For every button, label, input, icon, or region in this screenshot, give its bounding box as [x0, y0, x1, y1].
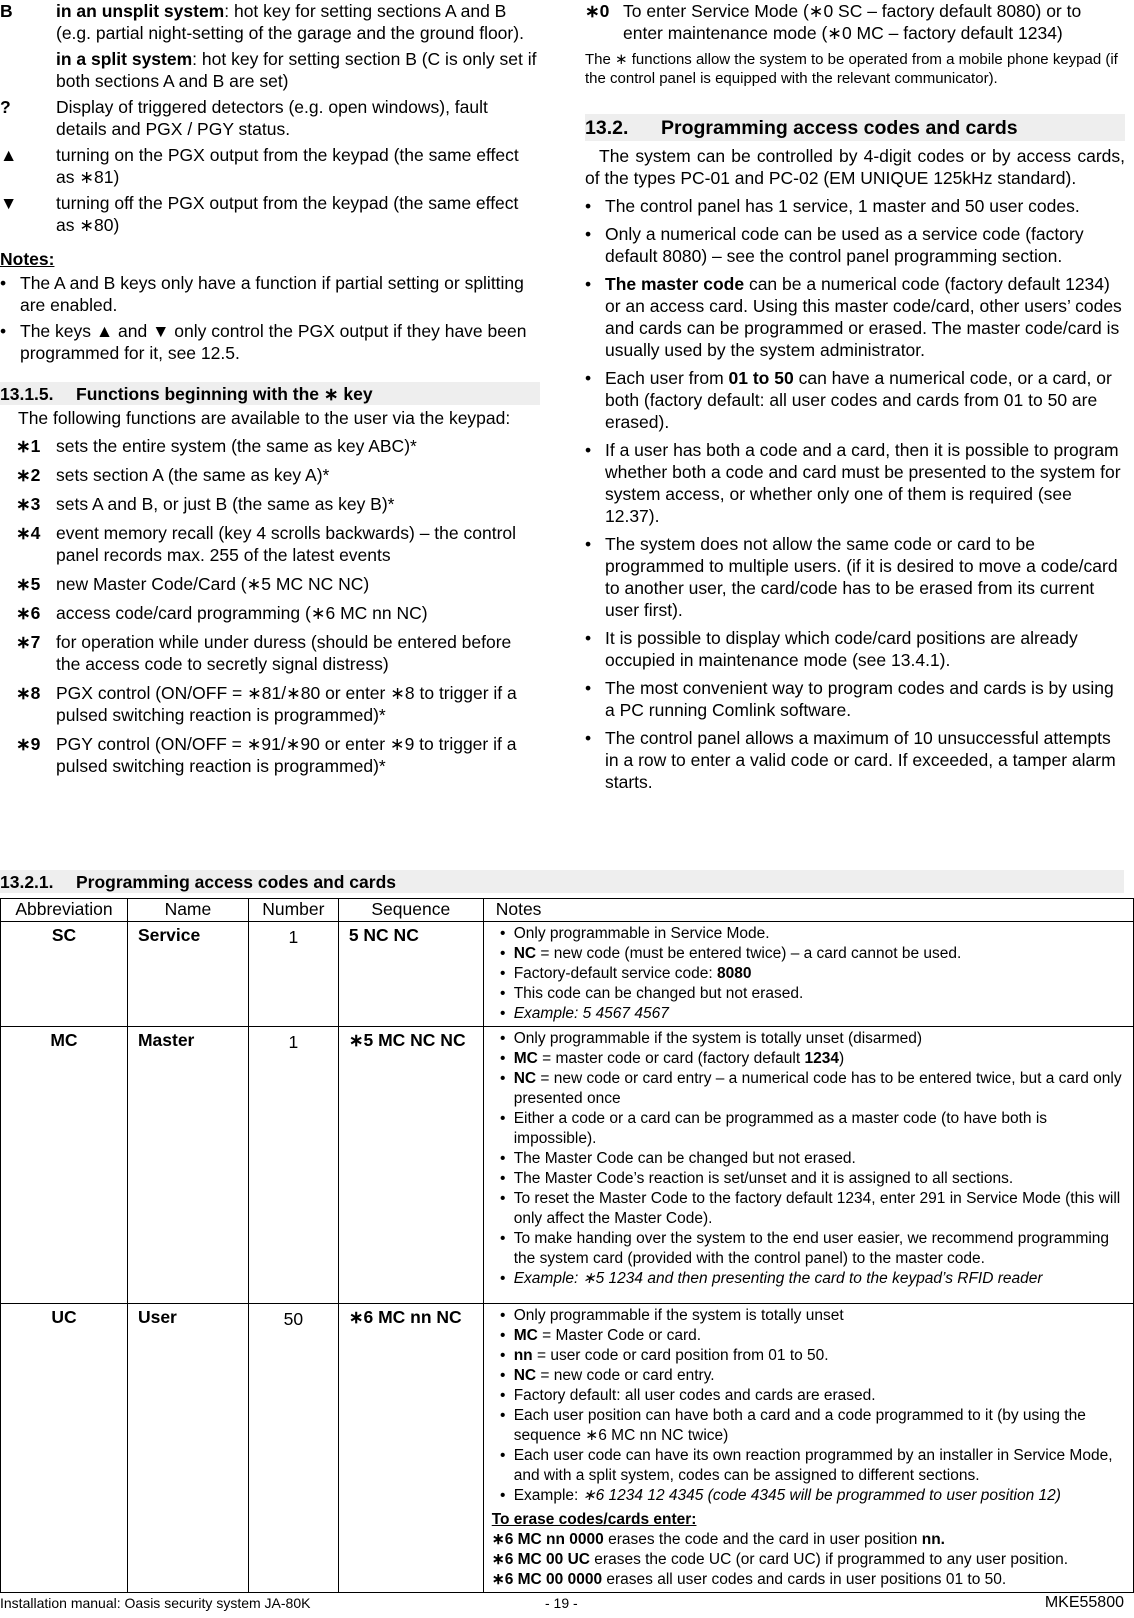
- def-key: [0, 48, 56, 92]
- header-name: Name: [127, 899, 248, 922]
- def-key: B: [0, 1, 13, 21]
- def-bold: in a split system: [56, 49, 193, 69]
- def-text: : hot key for setting sections A and B (e.g. partial night-setting of the garage and the ground floor).: [56, 1, 524, 43]
- star-note: The ∗ functions allow the system to be operated from a mobile phone keypad (if the control panel is equipped with the relevant communicator).: [585, 51, 1118, 87]
- def-bold: in an unsplit system: [56, 1, 225, 21]
- table-row-uc: UC User 50 ∗6 MC nn NC • Only programmable if the system is totally unset • MC = Master Code or card. • nn = user code or card position from 01 to 50. • NC = new code or card entry. • Factory default: all user codes and cards are erased. • Each user position can have both a card and a code programmed to it (by using the sequence ∗6 MC nn NC twice) • Each user code can have its own reaction programmed by an installer in Service Mode, and with a split system, codes can be assigned to different sections. • Example: ∗6 1234 12 4345 (code 4345 will be programmed to user position 12) To erase codes/cards enter: ∗6 MC nn 0000 erases the code and the card in user position nn. ∗6 MC 00 UC erases the code UC (or card UC) if programmed to any user position. ∗6 MC 00 0000 erases all user codes and cards in user positions 01 to 50.: [1, 1304, 1134, 1593]
- star-func-9: ∗9 PGY control (ON/OFF = ∗91/∗90 or enter ∗9 to trigger if a pulsed switching reaction is programmed)*: [16, 734, 517, 776]
- def-text: Display of triggered detectors (e.g. open windows), fault details and PGX / PGY status.: [56, 97, 488, 139]
- section-title: Programming access codes and cards: [76, 871, 396, 892]
- def-up: [0, 144, 540, 188]
- star-func-1: ∗1 sets the entire system (the same as key ABC)*: [16, 436, 417, 456]
- bullet-icon: •: [585, 440, 592, 460]
- bullet-icon: •: [585, 534, 592, 554]
- bullet-icon: •: [585, 678, 592, 698]
- star-func-8: ∗8 PGX control (ON/OFF = ∗81/∗80 or enter ∗8 to trigger if a pulsed switching reaction is programmed)*: [16, 683, 517, 725]
- header-sequence: Sequence: [338, 899, 483, 922]
- bullet-icon: •: [585, 728, 592, 748]
- section-number: 13.1.5.: [0, 383, 54, 404]
- bullet-icon: •: [585, 628, 592, 648]
- section-heading-13-2: [585, 114, 1125, 141]
- section-heading-13-1-5: [0, 382, 540, 405]
- header-notes: Notes: [483, 899, 1133, 922]
- erase-heading: To erase codes/cards enter:: [491, 1511, 697, 1528]
- section-title: Programming access codes and cards: [661, 116, 1018, 139]
- bullet-icon: •: [585, 224, 592, 244]
- star-func-5: ∗5 new Master Code/Card (∗5 MC NC NC): [16, 574, 370, 594]
- note-item: • The keys ▲ and ▼ only control the PGX output if they have been programmed for it, see 12.5.: [0, 321, 527, 363]
- question-key: ?: [0, 97, 11, 117]
- star-func-6: ∗6 access code/card programming (∗6 MC nn NC): [16, 603, 428, 623]
- list-item: • The master code can be a numerical code (factory default 1234) or an access card. Using this master code/card, other users’ codes and cards can be programmed or erased. The master code/card is usually used by the system administrator.: [585, 274, 1122, 360]
- def-question: [0, 96, 540, 140]
- note-item: • The A and B keys only have a function if partial setting or splitting are enabled.: [0, 273, 524, 315]
- star-func-0: ∗0 To enter Service Mode (∗0 SC – factory default 8080) or to enter maintenance mode (∗0 MC – factory default 1234): [585, 1, 1082, 43]
- def-b-split: [0, 48, 540, 92]
- section-heading-13-2-1: [0, 870, 1124, 893]
- bullet-icon: •: [585, 368, 592, 388]
- bullet-icon: •: [0, 273, 7, 293]
- list-item: • If a user has both a code and a card, then it is possible to program whether both a code and card must be presented to the system for system access, or whether only one of them is required (see 12.37).: [585, 440, 1121, 526]
- section-title: Functions beginning with the ∗ key: [76, 383, 373, 404]
- right-column: [585, 0, 1125, 799]
- star-func-3: ∗3 sets A and B, or just B (the same as key B)*: [16, 494, 395, 514]
- bullet-icon: •: [585, 274, 592, 294]
- star-func-2: ∗2 sets section A (the same as key A)*: [16, 465, 330, 485]
- table-row-mc: MC Master 1 ∗5 MC NC NC • Only programmable if the system is totally unset (disarmed) • MC = master code or card (factory default 1234) • NC = new code or card entry – a numerical code has to be entered twice, but a card only presented once • Either a code or a card can be programmed as a master code (to have both is impossible). • The Master Code can be changed but not erased. • The Master Code’s reaction is set/unset and it is assigned to all sections. • To reset the Master Code to the factory default 1234, enter 291 in Service Mode (this will only affect the Master Code). • To make handing over the system to the end user easier, we recommend programming the system card (provided with the control panel) to the master code. • Example: ∗5 1234 and then presenting the card to the keypad’s RFID reader: [1, 1027, 1134, 1304]
- table-row-sc: SC Service 1 5 NC NC • Only programmable in Service Mode. • NC = new code (must be entered twice) – a card cannot be used. • Factory-default service code: 8080 • This code can be changed but not erased. • Example: 5 4567 4567: [1, 922, 1134, 1027]
- page-number: - 19 -: [545, 1595, 578, 1611]
- def-text: : hot key for setting section B (C is only set if both sections A and B are set): [56, 49, 537, 91]
- list-item: • It is possible to display which code/card positions are already occupied in maintenance mode (see 13.4.1).: [585, 628, 1078, 670]
- left-column: [0, 0, 540, 784]
- table-header-row: [1, 899, 1134, 922]
- def-b-unsplit: [0, 0, 540, 44]
- def-text: turning off the PGX output from the keypad (the same effect as ∗80): [56, 193, 519, 235]
- def-text: turning on the PGX output from the keypad (the same effect as ∗81): [56, 145, 519, 187]
- footer-left: Installation manual: Oasis security system JA-80K: [0, 1595, 311, 1611]
- section-number: 13.2.1.: [0, 871, 54, 892]
- codes-table: [0, 898, 1134, 1593]
- list-item: • The control panel has 1 service, 1 master and 50 user codes.: [585, 196, 1080, 216]
- intro-paragraph: The following functions are available to the user via the keypad:: [18, 408, 511, 428]
- list-item: • The most convenient way to program codes and cards is by using a PC running Comlink software.: [585, 678, 1114, 720]
- header-abbreviation: Abbreviation: [1, 899, 128, 922]
- star-func-4: ∗4 event memory recall (key 4 scrolls backwards) – the control panel records max. 255 of the latest events: [16, 523, 517, 565]
- star-func-7: ∗7 for operation while under duress (should be entered before the access code to secretly signal distress): [16, 632, 512, 674]
- intro-paragraph: The system can be controlled by 4-digit codes or by access cards, of the types PC-01 and PC-02 (EM UNIQUE 125kHz standard).: [585, 146, 1125, 188]
- list-item: • Only a numerical code can be used as a service code (factory default 8080) – see the control panel programming section.: [585, 224, 1084, 266]
- doc-code: MKE55800: [1044, 1594, 1124, 1611]
- notes-heading: Notes:: [0, 249, 55, 269]
- def-down: [0, 192, 540, 236]
- list-item: • The system does not allow the same code or card to be programmed to multiple users. (if it is desired to move a code/card to another user, the card/code has to be erased from its current user first).: [585, 534, 1118, 620]
- section-number: 13.2.: [585, 116, 629, 139]
- bullet-icon: •: [0, 321, 7, 341]
- triangle-up-icon: ▲: [0, 145, 18, 165]
- triangle-down-icon: ▼: [0, 193, 18, 213]
- list-item: • Each user from 01 to 50 can have a numerical code, or a card, or both (factory default: all user codes and cards from 01 to 50 are erased).: [585, 368, 1112, 432]
- list-item: • The control panel allows a maximum of 10 unsuccessful attempts in a row to enter a valid code or card. If exceeded, a tamper alarm starts.: [585, 728, 1116, 792]
- header-number: Number: [248, 899, 338, 922]
- bullet-icon: •: [585, 196, 592, 216]
